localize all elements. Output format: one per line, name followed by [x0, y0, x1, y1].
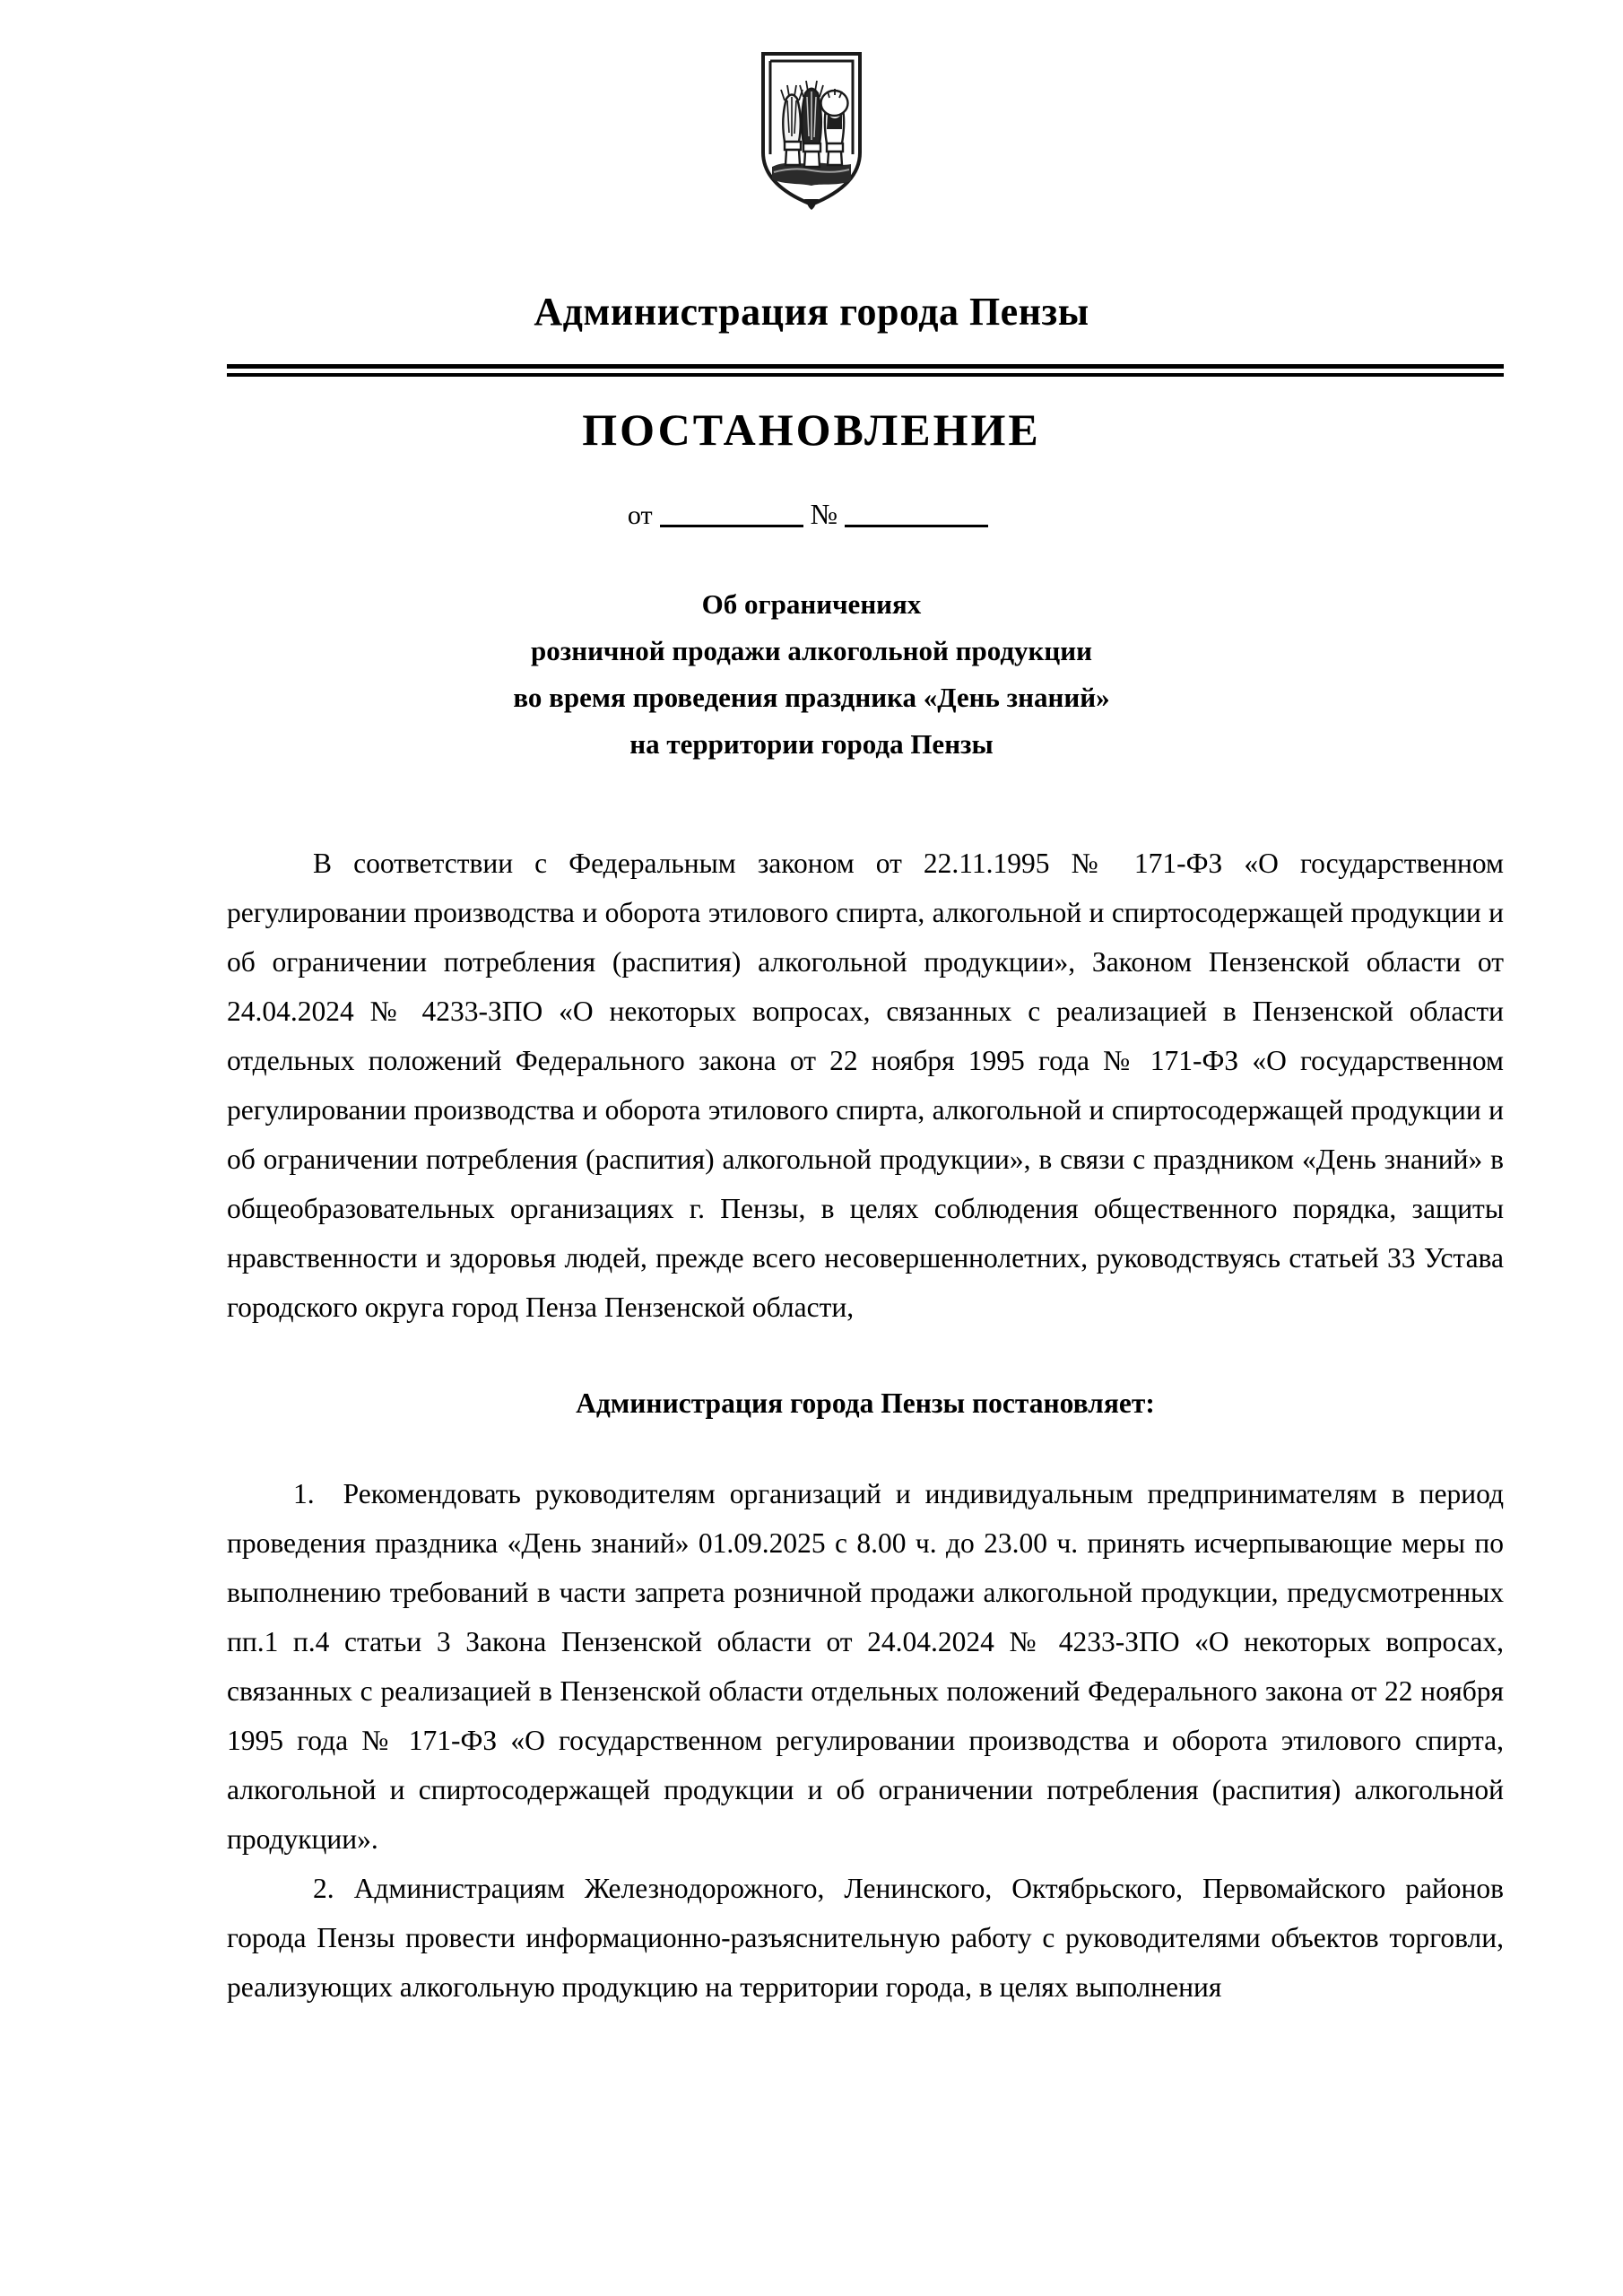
date-label: от [627, 500, 653, 530]
decree-type-title: ПОСТАНОВЛЕНИЕ [582, 404, 1041, 455]
item-1-paragraph [227, 1469, 1504, 1864]
date-blank-field[interactable] [660, 525, 803, 527]
subject-line-2: розничной продажи алкогольной продукции [531, 635, 1092, 666]
subject-line-3: во время проведения праздника «День знаний» [513, 682, 1110, 713]
preamble-text: В соответствии с Федеральным законом от 22.11.1995 № 171-ФЗ «О государственном регулировании производства и оборота этилового спирта, алкогольной и спиртосодержащей продукции и об ограничении потребления (распития) алкогольной продукции», Законом Пензенской области от 24.04.2024 № 4233-ЗПО «О некоторых вопросах, связанных с реализацией в Пензенской области отдельных положений Федерального закона от 22 ноября 1995 года № 171-ФЗ «О государственном регулировании производства и оборота этилового спирта, алкогольной и спиртосодержащей продукции и об ограничении потребления (распития) алкогольной продукции», в связи с праздником «День знаний» в общеобразовательных организациях г. Пензы, в целях соблюдения общественного порядка, защиты нравственности и здоровья людей, прежде всего несовершеннолетних, руководствуясь статьей 33 Устава городского округа город Пенза Пензенской области, [227, 848, 1504, 1323]
preamble-paragraph [227, 839, 1504, 1332]
resolves-heading: Администрация города Пензы постановляет: [576, 1387, 1155, 1419]
document-body [227, 839, 1504, 2012]
organization-title: Администрация города Пензы [534, 290, 1089, 334]
date-number-line [0, 498, 1623, 531]
item-1-text: Рекомендовать руководителям организаций и индивидуальным предпринимателям в период проведения праздника «День знаний» 01.09.2025 с 8.00 ч. до 23.00 ч. принять исчерпывающие меры по выполнению требований в части запрета розничной продажи алкогольной продукции, предусмотренных пп.1 п.4 статьи 3 Закона Пензенской области от 24.04.2024 № 4233-ЗПО «О некоторых вопросах, связанных с реализацией в Пензенской области отдельных положений Федерального закона от 22 ноября 1995 года № 171-ФЗ «О государственном регулировании производства и оборота этилового спирта, алкогольной и спиртосодержащей продукции и об ограничении потребления (распития) алкогольной продукции». [227, 1478, 1505, 1855]
subject-line-4: на территории города Пензы [629, 728, 994, 760]
item-2-text: Администрациям Железнодорожного, Ленинского, Октябрьского, Первомайского районов города Пензы провести информационно-разъяснительную работу с руководителями объектов торговли, реализующих алкогольную продукцию на территории города, в целях выполнения [227, 1873, 1505, 2003]
subject-block [0, 581, 1623, 768]
coat-of-arms-of-penza-icon [752, 47, 871, 210]
item-2-number: 2. [313, 1873, 334, 1904]
item-1-number: 1. [293, 1478, 315, 1509]
item-2-paragraph [227, 1864, 1504, 2012]
number-blank-field[interactable] [845, 525, 988, 527]
emblem-container [0, 47, 1623, 210]
header-divider [227, 364, 1504, 377]
number-label: № [810, 498, 838, 530]
divider-line-thin [227, 373, 1504, 377]
subject-line-1: Об ограничениях [701, 588, 922, 620]
